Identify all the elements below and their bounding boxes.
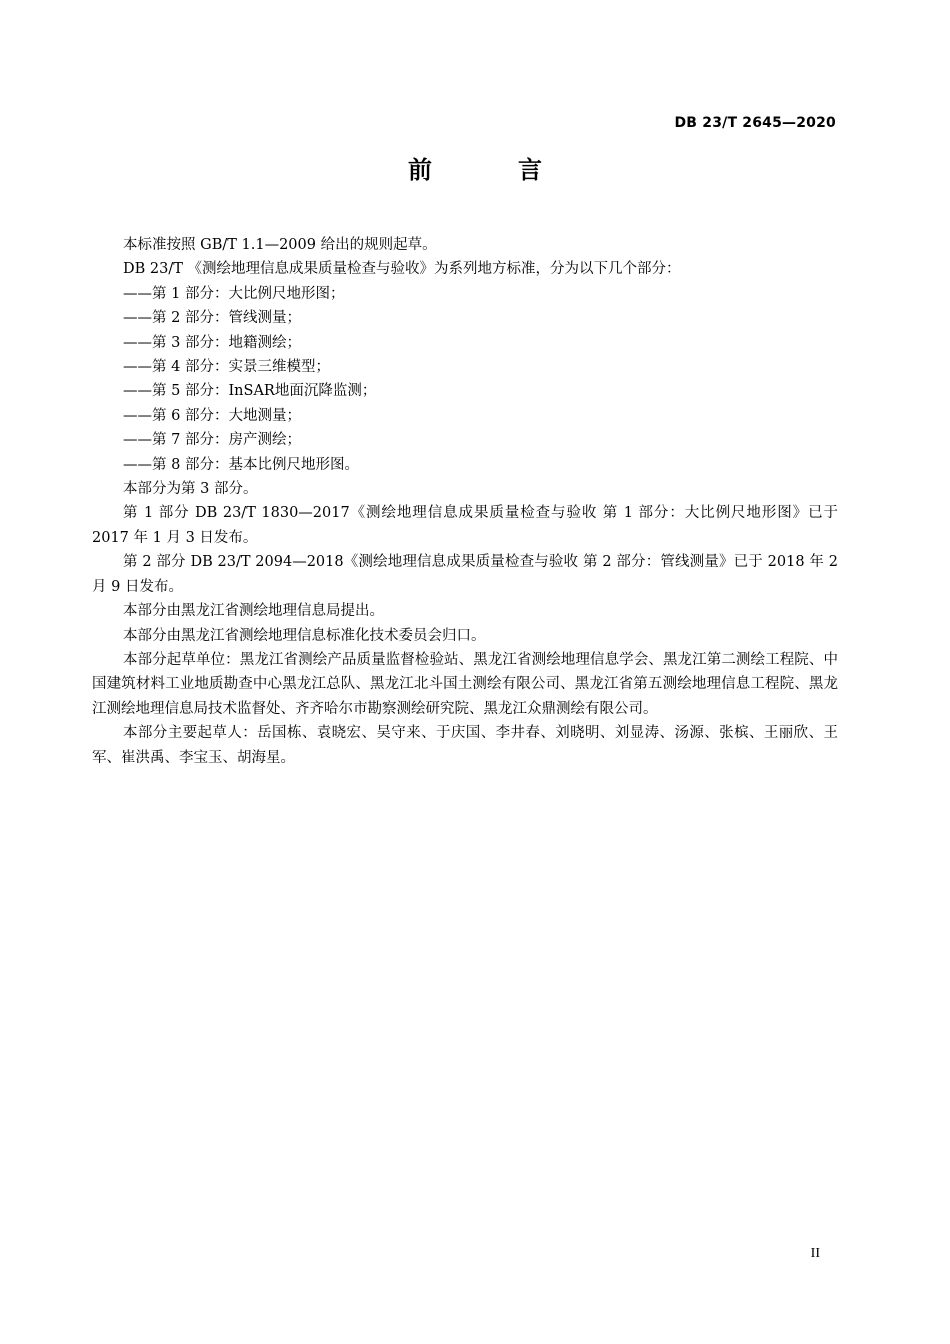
- list-item: ——第 1 部分：大比例尺地形图；: [123, 285, 345, 302]
- paragraph-managed-by: 本部分由黑龙江省测绘地理信息标准化技术委员会归口。: [123, 627, 486, 644]
- list-item: ——第 3 部分：地籍测绘；: [123, 334, 301, 351]
- paragraph-proposed-by: 本部分由黑龙江省测绘地理信息局提出。: [123, 603, 384, 620]
- paragraph-this-part: 本部分为第 3 部分。: [123, 481, 258, 498]
- list-item: ——第 7 部分：房产测绘；: [123, 432, 301, 449]
- list-item: ——第 2 部分：管线测量；: [123, 310, 301, 327]
- paragraph-drafters: 本部分主要起草人：岳国栋、袁晓宏、吴守来、于庆国、李井春、刘晓明、刘显涛、汤源、张槟、王丽欣、王军、崔洪禹、李宝玉、胡海星。: [92, 725, 838, 766]
- list-item: ——第 5 部分：InSAR地面沉降监测；: [123, 383, 377, 400]
- document-id: DB 23/T 2645—2020: [674, 115, 836, 131]
- list-item: ——第 8 部分：基本比例尺地形图。: [123, 456, 359, 473]
- preface-body: [92, 233, 838, 770]
- paragraph-intro: 本标准按照 GB/T 1.1—2009 给出的规则起草。: [123, 237, 437, 253]
- list-item: ——第 4 部分：实景三维模型；: [123, 359, 330, 376]
- paragraph-part2-published: 第 2 部分 DB 23/T 2094—2018《测绘地理信息成果质量检查与验收 第 2 部分：管线测量》已于 2018 年 2 月 9 日发布。: [92, 554, 838, 595]
- page-title: 前言: [408, 156, 628, 184]
- list-item: ——第 6 部分：大地测量；: [123, 407, 301, 424]
- paragraph-part1-published: 第 1 部分 DB 23/T 1830—2017《测绘地理信息成果质量检查与验收 第 1 部分：大比例尺地形图》已于 2017 年 1 月 3 日发布。: [92, 505, 838, 546]
- page-number: II: [810, 1246, 820, 1261]
- paragraph-series: DB 23/T 《测绘地理信息成果质量检查与验收》为系列地方标准，分为以下几个部分：: [123, 261, 681, 278]
- paragraph-drafting-units: 本部分起草单位：黑龙江省测绘产品质量监督检验站、黑龙江省测绘地理信息学会、黑龙江第二测绘工程院、中国建筑材料工业地质勘查中心黑龙江总队、黑龙江北斗国土测绘有限公司、黑龙江省第五测绘地理信息工程院、黑龙江测绘地理信息局技术监督处、齐齐哈尔市勘察测绘研究院、黑龙江众鼎测绘有限公司。: [92, 651, 838, 717]
